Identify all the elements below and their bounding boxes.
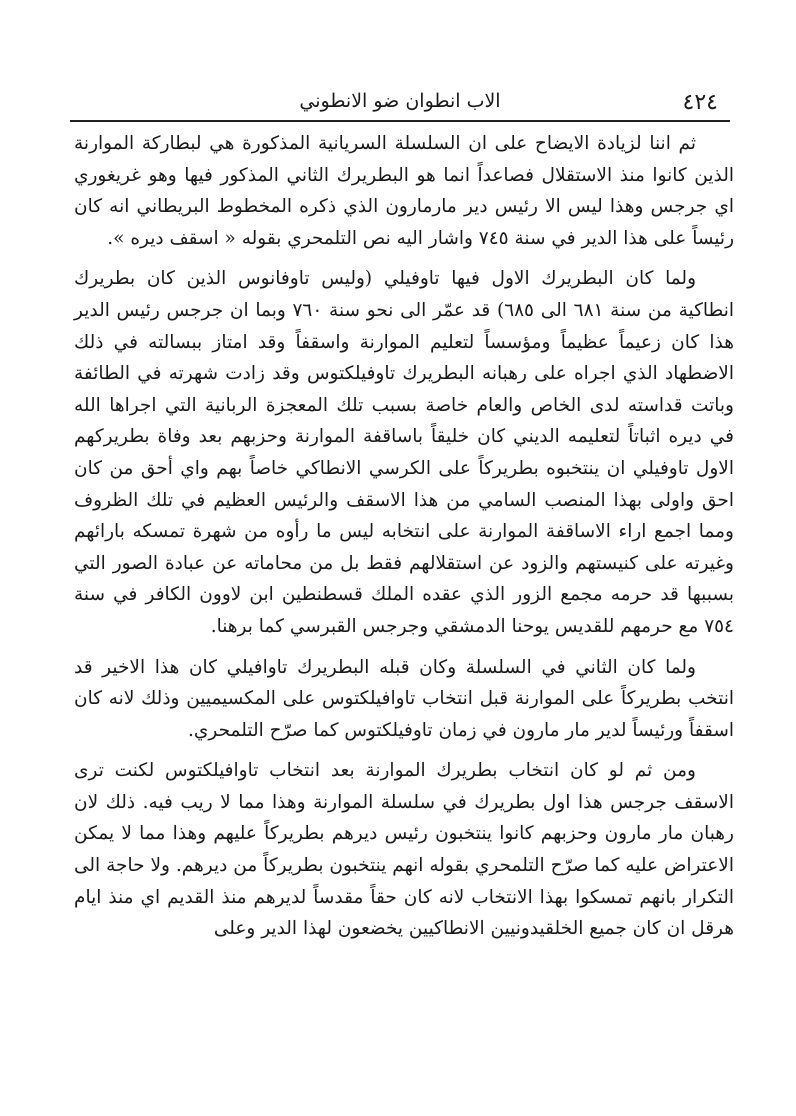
running-title: الاب انطوان ضو الانطوني <box>299 90 501 112</box>
body-text <box>74 128 734 954</box>
paragraph: ومن ثم لو كان انتخاب بطريرك الموارنة بعد انتخاب تاوافيلكتوس لكنت ترى الاسقف جرجس هذا اول بطريرك في سلسلة الموارنة وهذا مما لا ريب فيه. ذلك لان رهبان مار مارون وحزبهم كانوا ينتخبون رئيس ديرهم بطريركاً عليهم وهذا مما لا يمكن الاعتراض عليه كما صرّح التلمحري بقوله انهم ينتخبون بطريركاً من ديرهم. ولا حاجة الى التكرار بانهم تمسكوا بهذا الانتخاب لانه كان حقاً مقدساً لديرهم منذ القديم اي منذ ايام هرقل ان كان جميع الخلقيدونيين الانطاكيين يخضعون لهذا الدير وعلى <box>74 760 734 940</box>
page-header <box>70 86 730 120</box>
header-rule <box>70 120 730 122</box>
page-number: ٤٢٤ <box>682 90 718 115</box>
paragraph: ولما كان البطريرك الاول فيها تاوفيلي (وليس تاوفانوس الذين كان بطريرك انطاكية من سنة ٦٨١ الى ٦٨٥) قد عمّر الى نحو سنة ٧٦٠ وبما ان جرجس رئيس الدير هذا كان زعيماً عظيماً ومؤسساً لتعليم الموارنة واسقفاً وقد امتاز ببسالته في ذلك الاضطهاد الذي اجراه على رهبانه البطريرك تاوفيلكتوس وقد زادت شهرته في الطائفة وباتت قداسته لدى الخاص والعام خاصة بسبب تلك المعجزة الربانية التي اجراها الله في ديره اثباتاً لتعليمه الديني كان خليقاً باساقفة الموارنة وحزبهم بعد وفاة بطريركهم الاول تاوفيلي ان ينتخبوه بطريركاً على الكرسي الانطاكي خاصاً بهم واي أحق من كان احق واولى بهذا المنصب السامي من هذا الاسقف والرئيس العظيم في تلك الظروف ومما اجمع اراء الاساقفة الموارنة على انتخابه ليس ما رأوه من شهرة تمسكه بارائهم وغيرته على كنيستهم والزود عن استقلالهم فقط بل من محاماته عن عبادة الصور التي بسببها قد حرمه مجمع الزور الذي عقده الملك قسطنطين ابن لاوون الكافر في سنة ٧٥٤ مع حرمهم للقديس يوحنا الدمشقي وجرجس القبرسي كما برهنا. <box>74 268 735 637</box>
paragraph: ثم اننا لزيادة الايضاح على ان السلسلة السريانية المذكورة هي لبطاركة الموارنة الذين كانوا منذ الاستقلال فصاعداً انما هو البطريرك الثاني المذكور فيها وهو غريغوري اي جرجس وهذا ليس الا رئيس دير مارمارون الذي ذكره المخطوط البريطاني انه كان رئيساً على هذا الدير في سنة ٧٤٥ واشار اليه نص التلمحري بقوله « اسقف ديره ». <box>74 133 734 249</box>
paragraph: ولما كان الثاني في السلسلة وكان قبله البطريرك تاوافيلي كان هذا الاخير قد انتخب بطريركاً على الموارنة قبل انتخاب تاوافيلكتوس على المكسيميين وذلك لانه كان اسقفاً ورئيساً لدير مار مارون في زمان تاوفيلكتوس كما صرّح التلمحري. <box>74 656 734 741</box>
